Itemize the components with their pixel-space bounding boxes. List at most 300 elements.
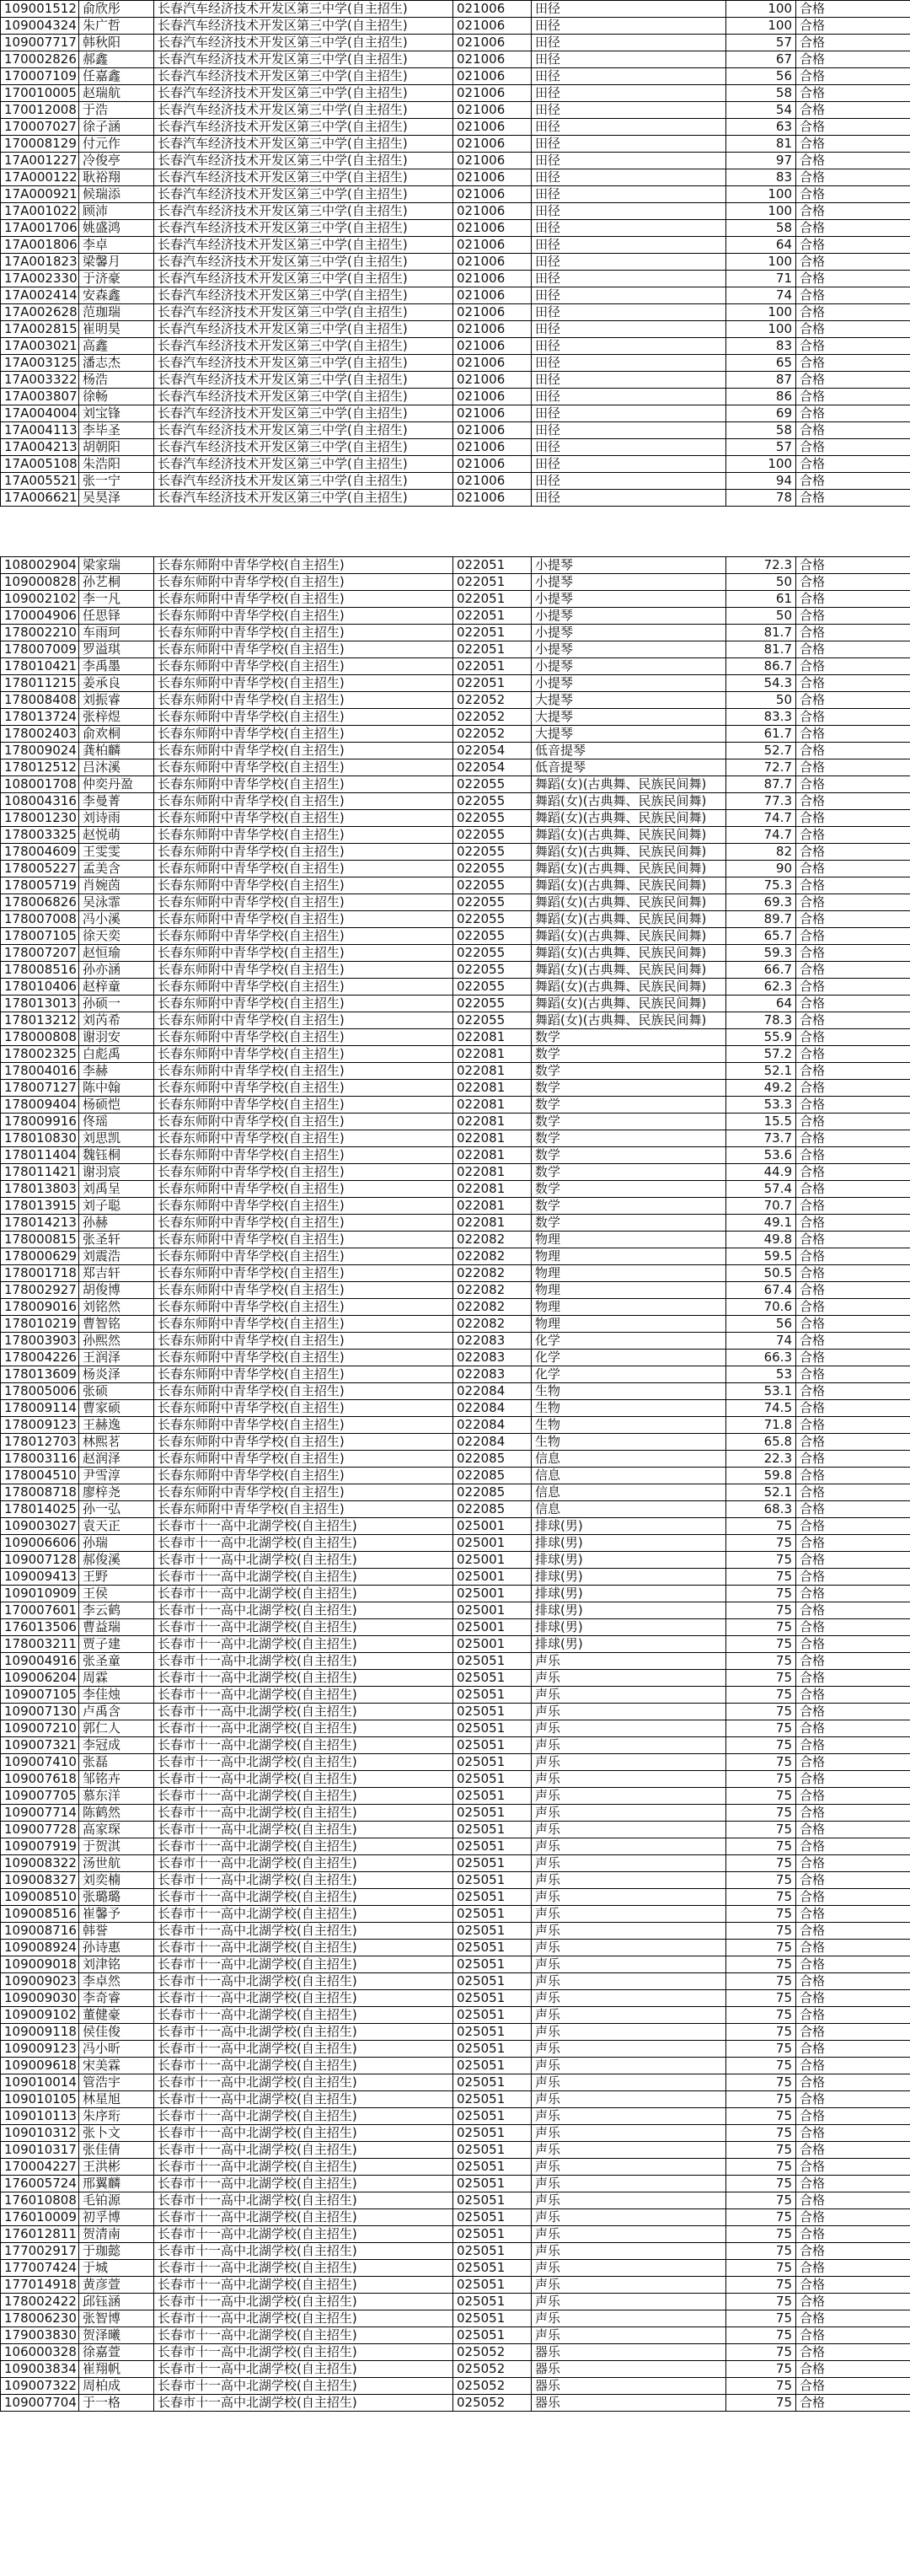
major-code-cell: 022083: [453, 1350, 532, 1366]
table-row: [1, 1754, 910, 1771]
table-row: [1, 1012, 910, 1029]
table-row: [1, 979, 910, 996]
major-code-cell: 025051: [453, 1923, 532, 1940]
student-name-cell: 刘宝锋: [79, 405, 154, 422]
score-cell: 100: [726, 456, 796, 473]
exam-number-cell: 109004916: [1, 1653, 79, 1670]
major-code-cell: 022051: [453, 608, 532, 625]
exam-number-cell: 109007714: [1, 1805, 79, 1822]
score-cell: 75: [726, 2310, 796, 2327]
major-code-cell: 025051: [453, 1653, 532, 1670]
score-cell: 78.3: [726, 1012, 796, 1029]
school-cell: 长春东师附中青华学校(自主招生): [154, 1215, 453, 1232]
school-cell: 长春市十一高中北湖学校(自主招生): [154, 2074, 453, 2091]
result-cell: 合格: [796, 220, 910, 237]
major-code-cell: 025051: [453, 2192, 532, 2209]
table-row: [1, 1619, 910, 1636]
score-cell: 65.8: [726, 1434, 796, 1451]
result-cell: 合格: [796, 1653, 910, 1670]
major-code-cell: 025051: [453, 1704, 532, 1720]
exam-number-cell: 178005227: [1, 861, 79, 877]
result-cell: 合格: [796, 287, 910, 304]
student-name-cell: 林熙茗: [79, 1434, 154, 1451]
score-cell: 75: [726, 1754, 796, 1771]
major-name-cell: 数学: [532, 1029, 726, 1046]
table-row: [1, 1434, 910, 1451]
table-row: [1, 2142, 910, 2159]
major-code-cell: 025051: [453, 1687, 532, 1704]
major-name-cell: 田径: [532, 220, 726, 237]
table-row: [1, 405, 910, 422]
major-code-cell: 021006: [453, 68, 532, 85]
major-code-cell: 025051: [453, 2226, 532, 2243]
major-code-cell: 025051: [453, 1872, 532, 1889]
table-row: [1, 911, 910, 928]
result-cell: 合格: [796, 574, 910, 591]
score-cell: 72.3: [726, 557, 796, 574]
major-code-cell: 022055: [453, 793, 532, 810]
student-name-cell: 邢翼麟: [79, 2176, 154, 2192]
table-row: [1, 271, 910, 287]
exam-number-cell: 178011215: [1, 675, 79, 692]
student-name-cell: 刘震浩: [79, 1248, 154, 1265]
major-name-cell: 田径: [532, 153, 726, 169]
result-cell: 合格: [796, 2277, 910, 2294]
table-row: [1, 2310, 910, 2327]
exam-number-cell: 108001708: [1, 776, 79, 793]
score-cell: 71.8: [726, 1417, 796, 1434]
major-name-cell: 排球(男): [532, 1602, 726, 1619]
major-code-cell: 022081: [453, 1215, 532, 1232]
score-cell: 53.1: [726, 1383, 796, 1400]
student-name-cell: 李禹墨: [79, 658, 154, 675]
major-code-cell: 022055: [453, 894, 532, 911]
student-name-cell: 管浩宇: [79, 2074, 154, 2091]
school-cell: 长春汽车经济技术开发区第三中学(自主招生): [154, 422, 453, 439]
major-code-cell: 022082: [453, 1282, 532, 1299]
major-code-cell: 021006: [453, 153, 532, 169]
major-name-cell: 小提琴: [532, 675, 726, 692]
exam-number-cell: 17A000921: [1, 186, 79, 203]
student-name-cell: 孙一弘: [79, 1501, 154, 1518]
exam-number-cell: 109008716: [1, 1923, 79, 1940]
major-name-cell: 田径: [532, 372, 726, 389]
table-row: [1, 1181, 910, 1198]
major-name-cell: 声乐: [532, 1670, 726, 1687]
major-code-cell: 025001: [453, 1535, 532, 1552]
exam-number-cell: 109007618: [1, 1771, 79, 1788]
score-cell: 58: [726, 85, 796, 102]
major-code-cell: 022054: [453, 743, 532, 759]
major-name-cell: 舞蹈(女)(古典舞、民族民间舞): [532, 810, 726, 827]
major-name-cell: 田径: [532, 304, 726, 321]
exam-number-cell: 170007027: [1, 119, 79, 136]
student-name-cell: 白彪禹: [79, 1046, 154, 1063]
student-name-cell: 杨炎泽: [79, 1366, 154, 1383]
score-cell: 71: [726, 271, 796, 287]
table-row: [1, 2159, 910, 2176]
major-code-cell: 021006: [453, 439, 532, 456]
student-name-cell: 张圣童: [79, 1653, 154, 1670]
major-code-cell: 021006: [453, 389, 532, 405]
student-name-cell: 尹雪淳: [79, 1468, 154, 1484]
student-name-cell: 于浩: [79, 102, 154, 119]
major-code-cell: 021006: [453, 271, 532, 287]
major-code-cell: 022055: [453, 945, 532, 962]
exam-number-cell: 17A000122: [1, 169, 79, 186]
major-code-cell: 022055: [453, 877, 532, 894]
student-name-cell: 徐畅: [79, 389, 154, 405]
school-cell: 长春市十一高中北湖学校(自主招生): [154, 1754, 453, 1771]
result-cell: 合格: [796, 2294, 910, 2310]
score-cell: 75: [726, 1653, 796, 1670]
result-cell: 合格: [796, 1299, 910, 1316]
school-cell: 长春市十一高中北湖学校(自主招生): [154, 1822, 453, 1838]
major-name-cell: 田径: [532, 321, 726, 338]
exam-number-cell: 109009030: [1, 1990, 79, 2007]
result-cell: 合格: [796, 1586, 910, 1602]
major-name-cell: 声乐: [532, 1737, 726, 1754]
major-name-cell: 排球(男): [532, 1619, 726, 1636]
major-name-cell: 物理: [532, 1282, 726, 1299]
score-cell: 57: [726, 35, 796, 51]
school-cell: 长春市十一高中北湖学校(自主招生): [154, 1535, 453, 1552]
exam-number-cell: 178007207: [1, 945, 79, 962]
school-cell: 长春东师附中青华学校(自主招生): [154, 945, 453, 962]
score-cell: 15.5: [726, 1114, 796, 1130]
major-code-cell: 025052: [453, 2395, 532, 2412]
major-code-cell: 021006: [453, 18, 532, 35]
table-row: [1, 1046, 910, 1063]
major-code-cell: 021006: [453, 287, 532, 304]
student-name-cell: 孙赫: [79, 1215, 154, 1232]
school-cell: 长春市十一高中北湖学校(自主招生): [154, 2277, 453, 2294]
student-name-cell: 孙熙然: [79, 1333, 154, 1350]
student-name-cell: 刘津铭: [79, 1956, 154, 1973]
major-code-cell: 025051: [453, 1973, 532, 1990]
major-name-cell: 舞蹈(女)(古典舞、民族民间舞): [532, 861, 726, 877]
table-row: [1, 743, 910, 759]
student-name-cell: 李毕圣: [79, 422, 154, 439]
exam-number-cell: 170008129: [1, 136, 79, 153]
major-name-cell: 田径: [532, 203, 726, 220]
major-code-cell: 022082: [453, 1299, 532, 1316]
exam-number-cell: 170007601: [1, 1602, 79, 1619]
exam-number-cell: 109007705: [1, 1788, 79, 1805]
score-cell: 58: [726, 422, 796, 439]
result-cell: 合格: [796, 237, 910, 254]
score-cell: 100: [726, 203, 796, 220]
major-name-cell: 物理: [532, 1232, 726, 1248]
result-cell: 合格: [796, 1805, 910, 1822]
major-name-cell: 声乐: [532, 2294, 726, 2310]
student-name-cell: 肖婉茵: [79, 877, 154, 894]
score-cell: 75: [726, 1973, 796, 1990]
major-code-cell: 022051: [453, 591, 532, 608]
exam-number-cell: 109007321: [1, 1737, 79, 1754]
exam-number-cell: 178000808: [1, 1029, 79, 1046]
major-name-cell: 声乐: [532, 2226, 726, 2243]
student-name-cell: 张梓煜: [79, 709, 154, 726]
student-name-cell: 董健豪: [79, 2007, 154, 2024]
school-cell: 长春东师附中青华学校(自主招生): [154, 1046, 453, 1063]
student-name-cell: 周霖: [79, 1670, 154, 1687]
exam-number-cell: 178007008: [1, 911, 79, 928]
score-cell: 75: [726, 2260, 796, 2277]
result-cell: 合格: [796, 557, 910, 574]
school-cell: 长春汽车经济技术开发区第三中学(自主招生): [154, 51, 453, 68]
exam-number-cell: 178014025: [1, 1501, 79, 1518]
result-cell: 合格: [796, 68, 910, 85]
school-cell: 长春市十一高中北湖学校(自主招生): [154, 1923, 453, 1940]
score-cell: 75: [726, 1636, 796, 1653]
result-cell: 合格: [796, 102, 910, 119]
exam-number-cell: 178013803: [1, 1181, 79, 1198]
major-name-cell: 田径: [532, 85, 726, 102]
major-name-cell: 大提琴: [532, 692, 726, 709]
student-name-cell: 梁馨月: [79, 254, 154, 271]
score-cell: 89.7: [726, 911, 796, 928]
table-row: [1, 2176, 910, 2192]
exam-number-cell: 178013013: [1, 996, 79, 1012]
score-cell: 75: [726, 2108, 796, 2125]
student-name-cell: 高鑫: [79, 338, 154, 355]
exam-number-cell: 108002904: [1, 557, 79, 574]
exam-number-cell: 17A006621: [1, 490, 79, 507]
student-name-cell: 孙艺桐: [79, 574, 154, 591]
student-name-cell: 孙诗惠: [79, 1940, 154, 1956]
exam-number-cell: 109009123: [1, 2041, 79, 2058]
exam-number-cell: 178012703: [1, 1434, 79, 1451]
exam-number-cell: 178006826: [1, 894, 79, 911]
table-row: [1, 2378, 910, 2395]
school-cell: 长春汽车经济技术开发区第三中学(自主招生): [154, 287, 453, 304]
score-cell: 50.5: [726, 1265, 796, 1282]
major-name-cell: 田径: [532, 473, 726, 490]
score-cell: 49.8: [726, 1232, 796, 1248]
score-cell: 57.2: [726, 1046, 796, 1063]
student-name-cell: 王雯雯: [79, 844, 154, 861]
result-cell: 合格: [796, 692, 910, 709]
school-cell: 长春市十一高中北湖学校(自主招生): [154, 2310, 453, 2327]
table-row: [1, 473, 910, 490]
school-cell: 长春汽车经济技术开发区第三中学(自主招生): [154, 186, 453, 203]
student-name-cell: 范珈瑞: [79, 304, 154, 321]
table-row: [1, 776, 910, 793]
student-name-cell: 朱序珩: [79, 2108, 154, 2125]
major-code-cell: 025051: [453, 1990, 532, 2007]
score-cell: 68.3: [726, 1501, 796, 1518]
student-name-cell: 孙硕一: [79, 996, 154, 1012]
table-row: [1, 2243, 910, 2260]
score-cell: 75: [726, 1822, 796, 1838]
major-code-cell: 022055: [453, 861, 532, 877]
exam-number-cell: 178003211: [1, 1636, 79, 1653]
major-name-cell: 舞蹈(女)(古典舞、民族民间舞): [532, 911, 726, 928]
major-name-cell: 田径: [532, 136, 726, 153]
exam-number-cell: 178012512: [1, 759, 79, 776]
result-cell: 合格: [796, 136, 910, 153]
table-row: [1, 1147, 910, 1164]
table-row: [1, 945, 910, 962]
table-row: [1, 726, 910, 743]
school-cell: 长春东师附中青华学校(自主招生): [154, 861, 453, 877]
exam-number-cell: 109007128: [1, 1552, 79, 1569]
result-cell: 合格: [796, 1872, 910, 1889]
major-code-cell: 022081: [453, 1046, 532, 1063]
result-cell: 合格: [796, 338, 910, 355]
school-cell: 长春市十一高中北湖学校(自主招生): [154, 1838, 453, 1855]
major-name-cell: 声乐: [532, 2125, 726, 2142]
school-cell: 长春东师附中青华学校(自主招生): [154, 1417, 453, 1434]
major-code-cell: 021006: [453, 372, 532, 389]
score-cell: 75: [726, 2209, 796, 2226]
exam-number-cell: 178003903: [1, 1333, 79, 1350]
school-cell: 长春东师附中青华学校(自主招生): [154, 1164, 453, 1181]
table-row: [1, 1063, 910, 1080]
student-name-cell: 曹家硕: [79, 1400, 154, 1417]
result-cell: 合格: [796, 2327, 910, 2344]
score-cell: 56: [726, 68, 796, 85]
score-cell: 94: [726, 473, 796, 490]
exam-number-cell: 109007717: [1, 35, 79, 51]
major-code-cell: 025051: [453, 1788, 532, 1805]
major-name-cell: 数学: [532, 1097, 726, 1114]
school-cell: 长春市十一高中北湖学校(自主招生): [154, 2209, 453, 2226]
exam-number-cell: 17A002815: [1, 321, 79, 338]
school-cell: 长春东师附中青华学校(自主招生): [154, 675, 453, 692]
exam-number-cell: 17A004004: [1, 405, 79, 422]
major-code-cell: 021006: [453, 186, 532, 203]
score-cell: 75: [726, 2226, 796, 2243]
result-cell: 合格: [796, 1687, 910, 1704]
major-name-cell: 田径: [532, 271, 726, 287]
school-cell: 长春东师附中青华学校(自主招生): [154, 759, 453, 776]
table-row: [1, 2024, 910, 2041]
student-name-cell: 李卓: [79, 237, 154, 254]
table-row: [1, 2041, 910, 2058]
score-cell: 75: [726, 2007, 796, 2024]
student-name-cell: 于贺淇: [79, 1838, 154, 1855]
exam-number-cell: 178002403: [1, 726, 79, 743]
student-name-cell: 李佳烛: [79, 1687, 154, 1704]
exam-number-cell: 17A005108: [1, 456, 79, 473]
major-name-cell: 声乐: [532, 1822, 726, 1838]
exam-number-cell: 178003325: [1, 827, 79, 844]
major-code-cell: 025051: [453, 1737, 532, 1754]
table-row: [1, 1097, 910, 1114]
school-cell: 长春汽车经济技术开发区第三中学(自主招生): [154, 439, 453, 456]
exam-number-cell: 109009118: [1, 2024, 79, 2041]
school-cell: 长春汽车经济技术开发区第三中学(自主招生): [154, 372, 453, 389]
result-cell: 合格: [796, 2310, 910, 2327]
student-name-cell: 朱广哲: [79, 18, 154, 35]
major-code-cell: 025001: [453, 1552, 532, 1569]
student-name-cell: 冷俊亭: [79, 153, 154, 169]
result-cell: 合格: [796, 1029, 910, 1046]
score-cell: 97: [726, 153, 796, 169]
school-cell: 长春市十一高中北湖学校(自主招生): [154, 2260, 453, 2277]
exam-number-cell: 178005719: [1, 877, 79, 894]
student-name-cell: 罗溢琪: [79, 641, 154, 658]
major-name-cell: 信息: [532, 1484, 726, 1501]
score-cell: 75: [726, 1586, 796, 1602]
school-cell: 长春东师附中青华学校(自主招生): [154, 793, 453, 810]
result-cell: 合格: [796, 1282, 910, 1299]
major-code-cell: 025051: [453, 2142, 532, 2159]
major-code-cell: 022055: [453, 1012, 532, 1029]
table-row: [1, 2226, 910, 2243]
school-cell: 长春市十一高中北湖学校(自主招生): [154, 2294, 453, 2310]
result-cell: 合格: [796, 911, 910, 928]
score-cell: 75.3: [726, 877, 796, 894]
score-cell: 64: [726, 996, 796, 1012]
score-cell: 75: [726, 1805, 796, 1822]
table-row: [1, 1569, 910, 1586]
major-code-cell: 022081: [453, 1147, 532, 1164]
table-row: [1, 254, 910, 271]
school-cell: 长春汽车经济技术开发区第三中学(自主招生): [154, 490, 453, 507]
school-cell: 长春东师附中青华学校(自主招生): [154, 1012, 453, 1029]
score-cell: 49.1: [726, 1215, 796, 1232]
exam-number-cell: 109010014: [1, 2074, 79, 2091]
result-cell: 合格: [796, 1838, 910, 1855]
exam-number-cell: 178007127: [1, 1080, 79, 1097]
major-code-cell: 022083: [453, 1333, 532, 1350]
major-code-cell: 022085: [453, 1468, 532, 1484]
exam-number-cell: 17A005521: [1, 473, 79, 490]
student-name-cell: 顾沛: [79, 203, 154, 220]
score-cell: 75: [726, 2024, 796, 2041]
result-cell: 合格: [796, 1012, 910, 1029]
school-cell: 长春东师附中青华学校(自主招生): [154, 1434, 453, 1451]
major-name-cell: 声乐: [532, 2159, 726, 2176]
score-cell: 52.1: [726, 1484, 796, 1501]
student-name-cell: 林星旭: [79, 2091, 154, 2108]
major-code-cell: 021006: [453, 473, 532, 490]
result-cell: 合格: [796, 1, 910, 18]
major-name-cell: 排球(男): [532, 1636, 726, 1653]
major-name-cell: 声乐: [532, 1923, 726, 1940]
school-cell: 长春汽车经济技术开发区第三中学(自主招生): [154, 136, 453, 153]
score-cell: 74.7: [726, 827, 796, 844]
result-cell: 合格: [796, 2344, 910, 2361]
result-cell: 合格: [796, 405, 910, 422]
school-cell: 长春市十一高中北湖学校(自主招生): [154, 1956, 453, 1973]
score-cell: 75: [726, 1990, 796, 2007]
school-cell: 长春汽车经济技术开发区第三中学(自主招生): [154, 35, 453, 51]
table-row: [1, 1366, 910, 1383]
student-name-cell: 潘志杰: [79, 355, 154, 372]
school-cell: 长春东师附中青华学校(自主招生): [154, 1383, 453, 1400]
student-name-cell: 韩誉: [79, 1923, 154, 1940]
student-name-cell: 张硕: [79, 1383, 154, 1400]
school-cell: 长春市十一高中北湖学校(自主招生): [154, 1602, 453, 1619]
exam-number-cell: 109007130: [1, 1704, 79, 1720]
student-name-cell: 韩秋阳: [79, 35, 154, 51]
school-cell: 长春东师附中青华学校(自主招生): [154, 1130, 453, 1147]
score-cell: 63: [726, 119, 796, 136]
school-cell: 长春东师附中青华学校(自主招生): [154, 1114, 453, 1130]
major-name-cell: 田径: [532, 405, 726, 422]
major-code-cell: 025051: [453, 2041, 532, 2058]
result-cell: 合格: [796, 2260, 910, 2277]
table-row: [1, 1198, 910, 1215]
student-name-cell: 高家琛: [79, 1822, 154, 1838]
major-name-cell: 声乐: [532, 1956, 726, 1973]
exam-number-cell: 109006606: [1, 1535, 79, 1552]
major-name-cell: 田径: [532, 456, 726, 473]
